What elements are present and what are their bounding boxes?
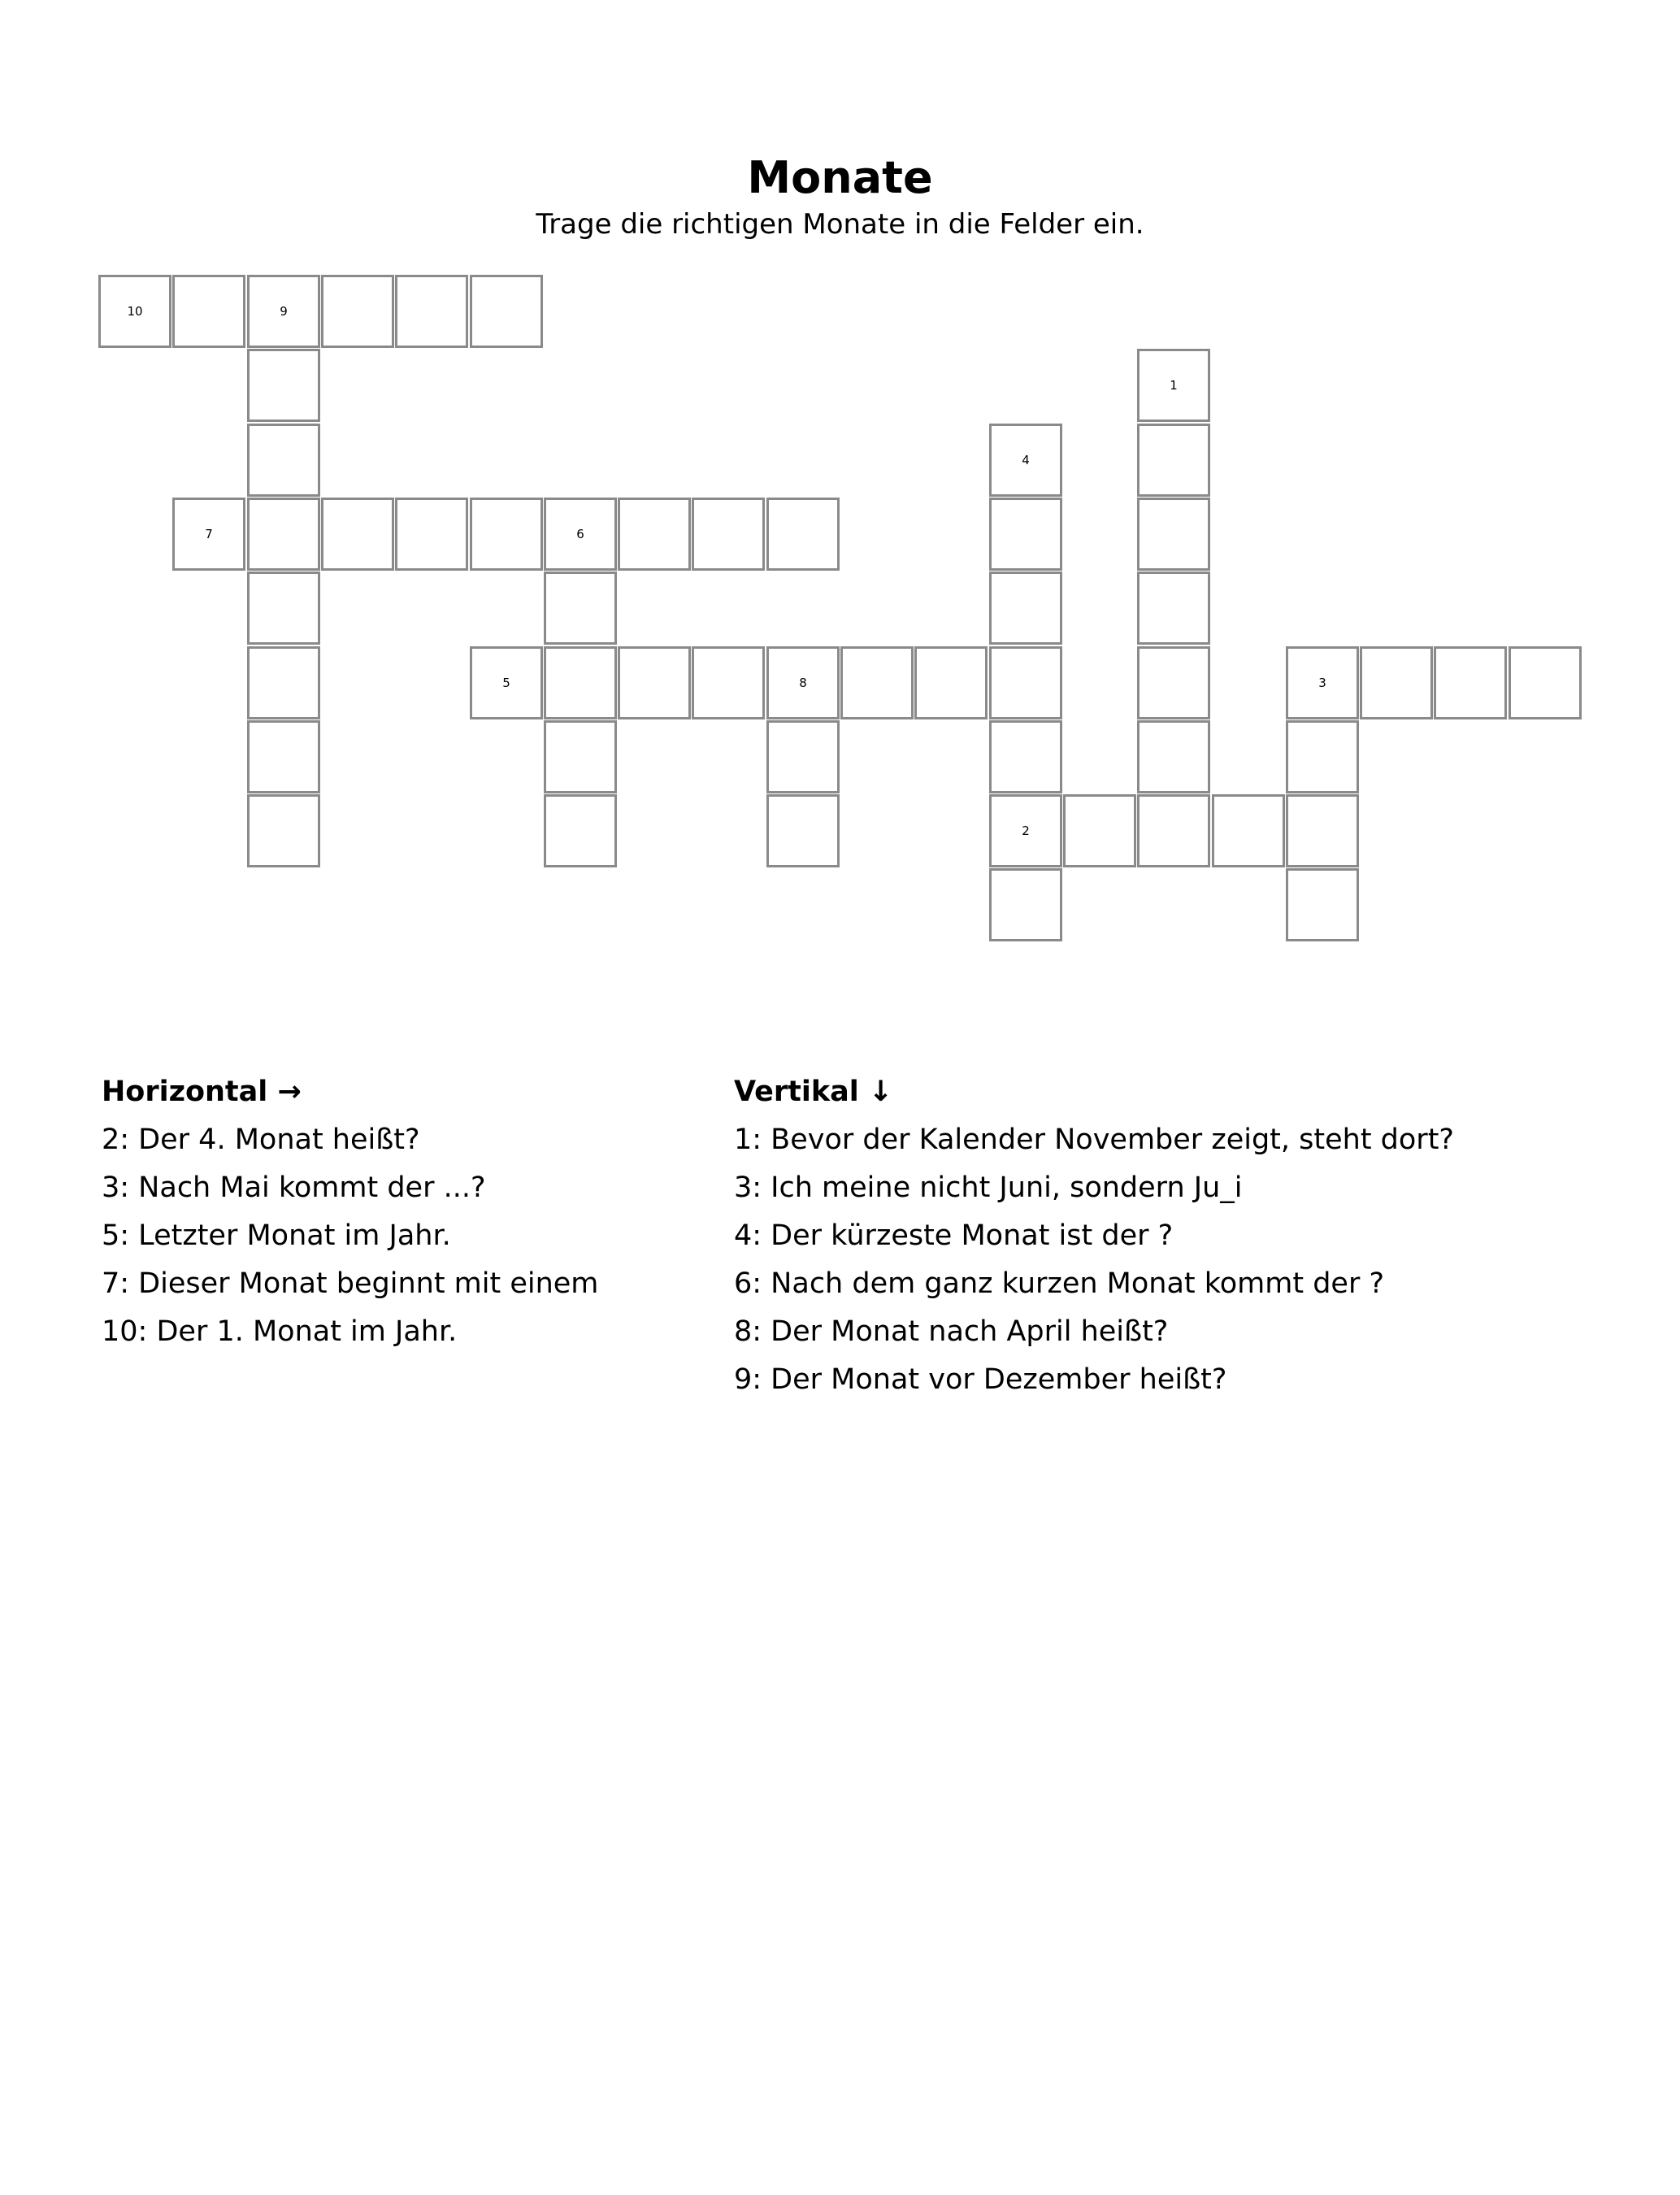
crossword-cell[interactable] [247, 349, 320, 422]
crossword-cell[interactable] [321, 275, 394, 348]
crossword-cell[interactable] [1137, 794, 1210, 867]
crossword-cell[interactable] [1063, 794, 1136, 867]
crossword-cell-7[interactable] [172, 498, 245, 571]
crossword-cell[interactable] [247, 720, 320, 793]
crossword-cell[interactable] [544, 794, 617, 867]
crossword-cell[interactable] [544, 646, 617, 719]
crossword-cell[interactable] [544, 572, 617, 645]
crossword-cell[interactable] [247, 794, 320, 867]
crossword-cell-6[interactable] [544, 498, 617, 571]
cell-number: 3 [1318, 676, 1326, 690]
clue-vertical-6: 6: Nach dem ganz kurzen Monat kommt der ? [734, 1267, 1385, 1300]
cell-number: 7 [205, 527, 213, 541]
crossword-cell[interactable] [247, 646, 320, 719]
crossword-cell[interactable] [840, 646, 914, 719]
crossword-cell[interactable] [692, 646, 765, 719]
crossword-cell[interactable] [766, 498, 840, 571]
crossword-cell[interactable] [766, 794, 840, 867]
crossword-cell[interactable] [1137, 572, 1210, 645]
cell-number: 5 [502, 676, 510, 690]
clue-horizontal-5: 5: Letzter Monat im Jahr. [102, 1219, 451, 1252]
cell-number: 9 [280, 304, 288, 319]
crossword-cell[interactable] [321, 498, 394, 571]
crossword-cell[interactable] [395, 275, 468, 348]
crossword-cell[interactable] [172, 275, 245, 348]
crossword-cell[interactable] [989, 868, 1062, 941]
crossword-cell[interactable] [692, 498, 765, 571]
crossword-cell[interactable] [989, 498, 1062, 571]
crossword-cell-5[interactable] [470, 646, 543, 719]
crossword-cell-10[interactable] [98, 275, 171, 348]
crossword-cell[interactable] [618, 498, 691, 571]
cell-number: 8 [799, 676, 807, 690]
crossword-cell[interactable] [989, 720, 1062, 793]
clue-horizontal-7: 7: Dieser Monat beginnt mit einem [102, 1267, 599, 1300]
crossword-cell[interactable] [544, 720, 617, 793]
cell-number: 10 [127, 304, 143, 319]
crossword-cell[interactable] [247, 424, 320, 497]
crossword-cell[interactable] [989, 646, 1062, 719]
clues-horizontal-heading: Horizontal → [102, 1076, 302, 1108]
crossword-cell[interactable] [989, 572, 1062, 645]
crossword-cell-8[interactable] [766, 646, 840, 719]
clue-vertical-1: 1: Bevor der Kalender November zeigt, steht dort? [734, 1124, 1454, 1156]
cell-number: 6 [576, 527, 584, 541]
crossword-cell[interactable] [247, 572, 320, 645]
clues-horizontal [102, 1068, 671, 1356]
crossword-grid [0, 0, 1680, 976]
crossword-cell[interactable] [1137, 646, 1210, 719]
crossword-cell-3[interactable] [1286, 646, 1359, 719]
crossword-cell[interactable] [247, 498, 320, 571]
crossword-cell[interactable] [766, 720, 840, 793]
crossword-cell[interactable] [395, 498, 468, 571]
crossword-cell[interactable] [1137, 498, 1210, 571]
page-title: Monate [747, 152, 933, 204]
clue-horizontal-10: 10: Der 1. Monat im Jahr. [102, 1315, 458, 1348]
clue-vertical-4: 4: Der kürzeste Monat ist der ? [734, 1219, 1174, 1252]
crossword-cell[interactable] [1434, 646, 1507, 719]
crossword-cell-4[interactable] [989, 424, 1062, 497]
crossword-cell[interactable] [470, 275, 543, 348]
clue-vertical-8: 8: Der Monat nach April heißt? [734, 1315, 1169, 1348]
crossword-cell-1[interactable] [1137, 349, 1210, 422]
clues-vertical [734, 1068, 1628, 1404]
clue-horizontal-3: 3: Nach Mai kommt der ...? [102, 1171, 486, 1204]
page-subtitle: Trage die richtigen Monate in die Felder ein. [536, 208, 1144, 241]
crossword-cell[interactable] [1286, 720, 1359, 793]
crossword-cell[interactable] [1286, 868, 1359, 941]
crossword-cell[interactable] [1137, 424, 1210, 497]
clue-horizontal-2: 2: Der 4. Monat heißt? [102, 1124, 420, 1156]
crossword-cell[interactable] [1509, 646, 1582, 719]
cell-number: 4 [1022, 453, 1030, 467]
crossword-cell[interactable] [914, 646, 988, 719]
cell-number: 2 [1022, 824, 1030, 838]
crossword-cell[interactable] [1286, 794, 1359, 867]
clue-vertical-9: 9: Der Monat vor Dezember heißt? [734, 1363, 1227, 1396]
clues-vertical-heading: Vertikal ↓ [734, 1076, 893, 1108]
crossword-cell-9[interactable] [247, 275, 320, 348]
crossword-cell[interactable] [1212, 794, 1285, 867]
cell-number: 1 [1170, 378, 1178, 393]
crossword-cell[interactable] [1360, 646, 1433, 719]
crossword-cell[interactable] [1137, 720, 1210, 793]
crossword-cell[interactable] [470, 498, 543, 571]
clue-vertical-3: 3: Ich meine nicht Juni, sondern Ju_i [734, 1171, 1243, 1204]
crossword-cell[interactable] [618, 646, 691, 719]
crossword-cell-2[interactable] [989, 794, 1062, 867]
